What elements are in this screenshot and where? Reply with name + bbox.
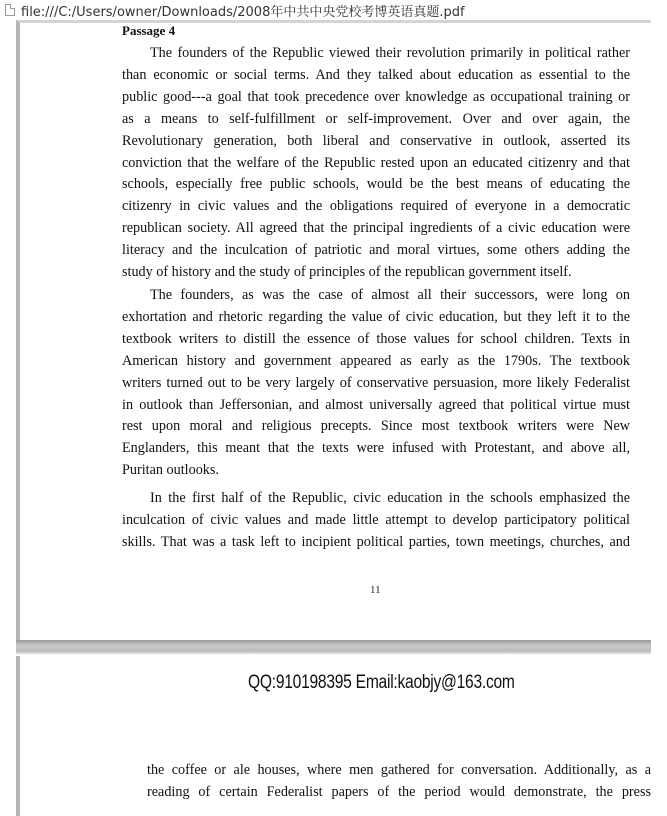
text-line: The founders of the Republic viewed their revolution primarily in political rather: [150, 45, 630, 61]
text-line: as a means to self-fulfillment or self-improvement. Over and over again, the: [122, 110, 630, 127]
pdf-page-11: [16, 20, 651, 640]
text-line: in outlook than Jeffersonian, and almost universally agreed that political virtue must: [122, 396, 630, 413]
text-line: the coffee or ale houses, where men gathered for conversation. Additionally, as a: [147, 762, 651, 778]
passage-title: Passage 4: [122, 23, 176, 38]
text-line: In the first half of the Republic, civic education in the schools emphasized the: [150, 490, 630, 506]
page-number: 11: [370, 584, 381, 596]
address-bar[interactable]: [0, 0, 667, 20]
text-line: Revolutionary generation, both liberal and conservative in outlook, asserted its: [122, 132, 630, 149]
header-watermark: QQ:910198395 Email:kaobjy@163.com: [248, 672, 515, 693]
text-line: American history and government appeared as early as the 1790s. The textbook: [122, 352, 630, 369]
text-line: public good---a goal that took precedence over knowledge as occupational training or: [122, 88, 630, 105]
text-line: textbook writers to distill the essence of those values for school children. Texts in: [122, 330, 630, 347]
paragraph-4: [147, 760, 651, 804]
text-line: reading of certain Federalist papers of the period would demonstrate, the press: [147, 783, 651, 800]
paragraph-3: [122, 488, 630, 554]
text-line: schools, especially free public schools, would be the best means of educating the: [122, 176, 630, 193]
text-line: skills. That was a task left to incipient political parties, town meetings, churches, and: [122, 533, 630, 550]
text-line: literacy and the inculcation of patriotic and moral virtues, some others adding the: [122, 242, 630, 259]
text-line: than economic or social terms. And they talked about education as essential to the: [122, 66, 630, 83]
paragraph-2: [122, 285, 630, 482]
text-line: exhortation and rhetoric regarding the value of civic education, but they left it to the: [122, 308, 630, 325]
text-line: conviction that the welfare of the Republic rested upon an educated citizenry and that: [122, 154, 630, 171]
text-line: rest upon moral and religious precepts. Since most textbook writers were New: [122, 418, 630, 435]
page-separator: [16, 640, 651, 654]
text-line: The founders, as was the case of almost all their successors, were long on: [150, 287, 630, 303]
paragraph-1: [122, 43, 630, 284]
pdf-page-12: [16, 656, 651, 816]
text-line: republican society. All agreed that the principal ingredients of a civic education were: [122, 220, 630, 237]
text-line: Englanders, this meant that the texts were infused with Protestant, and above all,: [122, 440, 630, 457]
text-line: writers turned out to be very largely of conservative persuasion, more likely Federalist: [122, 374, 630, 391]
text-line: Puritan outlooks.: [122, 462, 219, 479]
text-line: inculcation of civic values and made little attempt to develop participatory political: [122, 511, 630, 528]
file-url: file:///C:/Users/owner/Downloads/2008年中共中央党校考博英语真题.pdf: [21, 4, 465, 20]
text-line: study of history and the study of principles of the republican government itself.: [122, 264, 572, 281]
pdf-viewer[interactable]: [0, 20, 667, 800]
text-line: citizenry in civic values and the obligations required of everyone in a democratic: [122, 198, 630, 215]
file-icon: [5, 4, 15, 16]
